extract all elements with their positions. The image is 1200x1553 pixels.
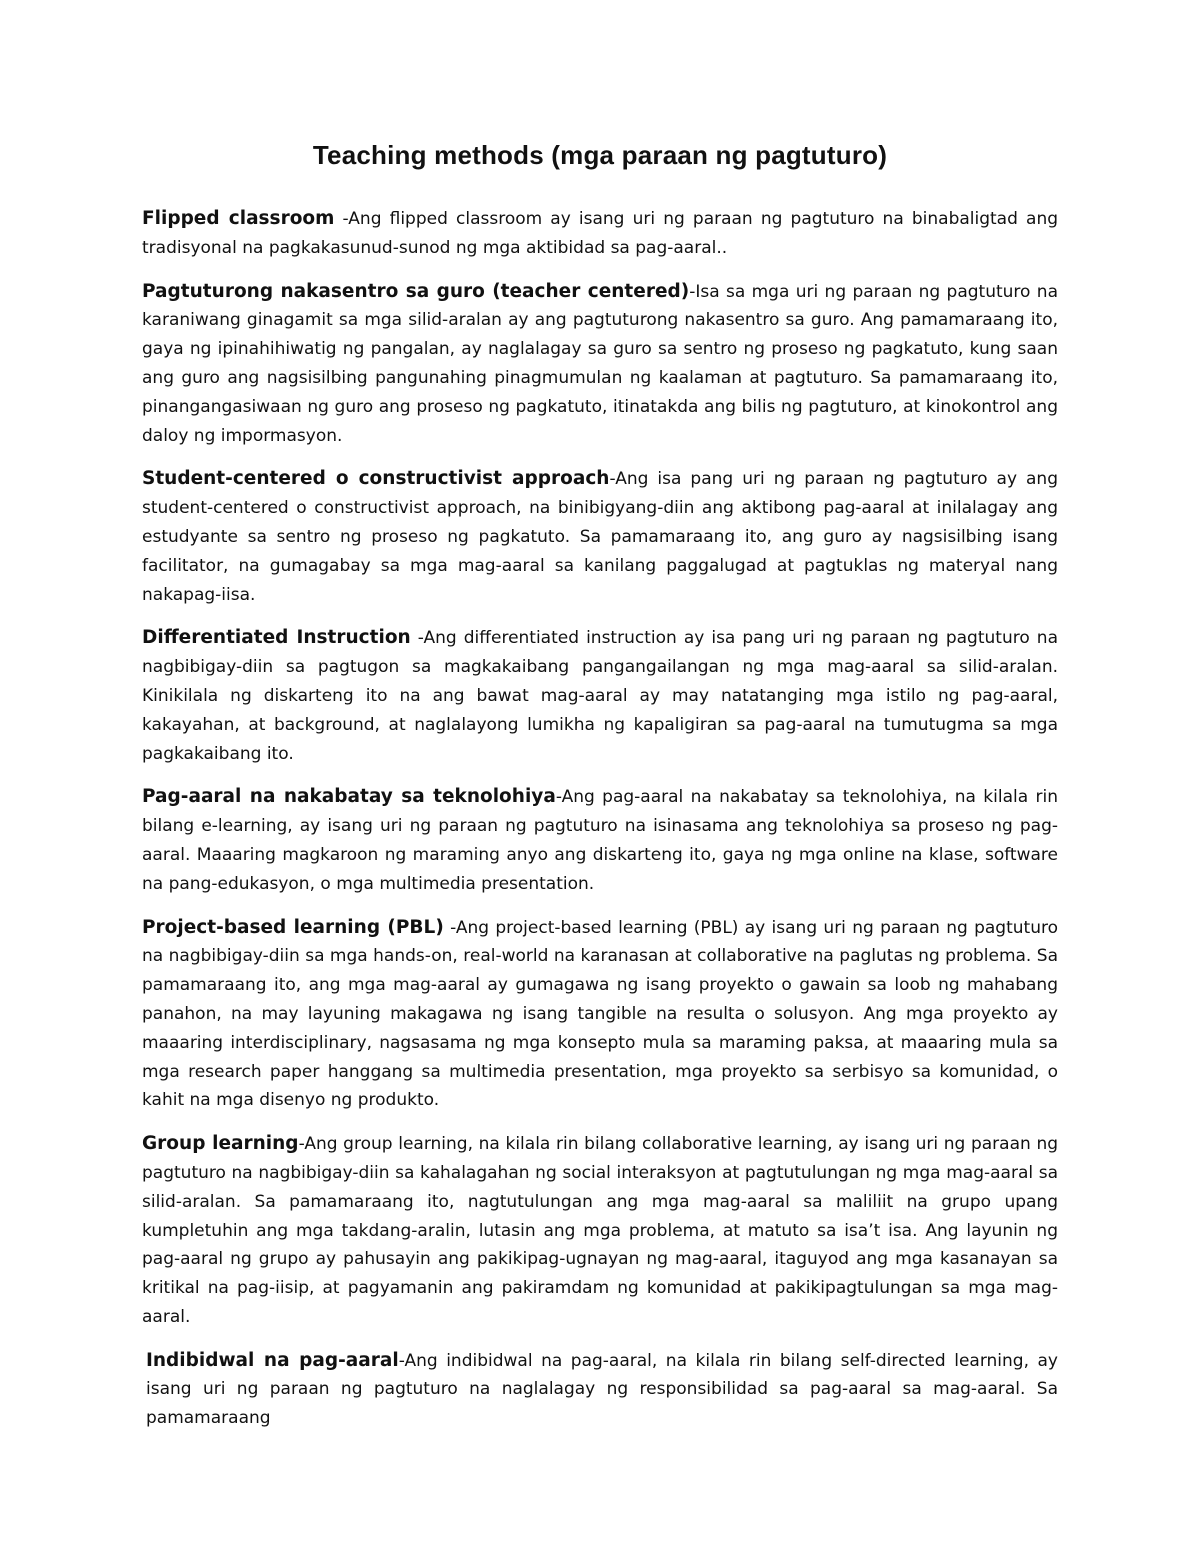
- section-term: Differentiated Instruction: [142, 627, 411, 649]
- section-text: -Isa sa mga uri ng paraan ng pagtuturo na karaniwang ginagamit sa mga silid-aralan ay ang pagtuturong nakasentro sa guro. Ang pamamaraang ito, gaya ng ipinahihiwatig ng pangalan, ay naglalagay sa guro sa sentro ng proseso ng pagkatuto, kung saan ang guro ang nagsisilbing pangunahing pinagmumulan ng kaalaman at pagtuturo. Sa pamamaraang ito, pinangangasiwaan ng guro ang proseso ng pagkatuto, itinatakda ang bilis ng pagtuturo, at kinokontrol ang daloy ng impormasyon.: [142, 281, 1058, 446]
- section-text: -Ang isa pang uri ng paraan ng pagtuturo ay ang student-centered o constructivist approach, na binibigyang-diin ang aktibong pag-aaral at inilalagay ang estudyante sa sentro ng proseso ng pagkatuto. Sa pamamaraang ito, ang guro ay nagsisilbing isang facilitator, na gumagabay sa mga mag-aaral sa kanilang paggalugad at pagtuklas ng materyal nang nakapag-iisa.: [142, 469, 1058, 605]
- section-term: Indibidwal na pag-aaral: [146, 1349, 399, 1371]
- section-technology-based: [142, 783, 1058, 898]
- section-differentiated-instruction: [142, 624, 1058, 768]
- section-text: -Ang indibidwal na pag-aaral, na kilala rin bilang self-directed learning, ay isang uri ng paraan ng pagtuturo na naglalagay ng responsibilidad sa pag-aaral sa mag-aaral. Sa pamamaraang: [146, 1350, 1058, 1429]
- section-term: Group learning: [142, 1133, 299, 1155]
- section-text: -Ang differentiated instruction ay isa pang uri ng paraan ng pagtuturo na nagbibigay-diin sa pagtugon sa magkakaibang pangangailangan ng mga mag-aaral sa silid-aralan. Kinikilala ng diskarteng ito na ang bawat mag-aaral ay may natatanging mga istilo ng pag-aaral, kakayahan, at background, at naglalayong lumikha ng kapaligiran sa pag-aaral na tumutugma sa mga pagkakaibang ito.: [142, 628, 1058, 764]
- section-term: Student-centered o constructivist approach: [142, 468, 610, 490]
- section-text: -Ang flipped classroom ay isang uri ng paraan ng pagtuturo na binabaligtad ang tradisyonal na pagkakasunud-sunod ng mga aktibidad sa pag-aaral..: [142, 209, 1059, 258]
- section-term: Pagtuturong nakasentro sa guro (teacher centered): [142, 280, 690, 302]
- section-term: Flipped classroom: [142, 208, 335, 229]
- section-individual-learning: [142, 1347, 1058, 1433]
- section-group-learning: [142, 1130, 1058, 1332]
- section-term: Project-based learning (PBL): [142, 916, 444, 938]
- section-text: -Ang pag-aaral na nakabatay sa teknolohiya, na kilala rin bilang e-learning, ay isang uri ng paraan ng pagtuturo na isinasama ang teknolohiya sa proseso ng pag-aaral. Maaaring magkaroon ng maraming anyo ang diskarteng ito, gaya ng mga online na klase, software na pang-edukasyon, o mga multimedia presentation.: [142, 787, 1058, 894]
- document-title: Teaching methods (mga paraan ng pagtuturo): [312, 140, 888, 170]
- section-teacher-centered: [142, 278, 1058, 451]
- section-text: -Ang project-based learning (PBL) ay isang uri ng paraan ng pagtuturo na nagbibigay-diin sa mga hands-on, real-world na karanasan at collaborative na paglutas ng problema. Sa pamamaraang ito, ang mga mag-aaral ay gumagawa ng isang proyekto o gawain sa loob ng mahabang panahon, na may layuning makagawa ng isang tangible na resulta o solusyon. Ang mga proyekto ay maaaring interdisciplinary, nagsasama ng mga konsepto mula sa maraming paksa, at maaaring mula sa mga research paper hanggang sa multimedia presentation, mga proyekto sa serbisyo sa komunidad, o kahit na mga disenyo ng produkto.: [142, 917, 1058, 1111]
- section-text: -Ang group learning, na kilala rin bilang collaborative learning, ay isang uri ng paraan ng pagtuturo na nagbibigay-diin sa kahalagahan ng social interaksyon at pagtutulungan ng mga mag-aaral sa silid-aralan. Sa pamamaraang ito, nagtutulungan ang mga mag-aaral sa maliliit na grupo upang kumpletuhin ang mga takdang-aralin, lutasin ang mga problema, at matuto sa isa’t isa. Ang layunin ng pag-aaral ng grupo ay pahusayin ang pakikipag-ugnayan ng mag-aaral, itaguyod ang mga kasanayan sa kritikal na pag-iisip, at pagyamanin ang pakiramdam ng komunidad at pakikipagtulungan sa mga mag-aaral.: [142, 1134, 1059, 1327]
- section-flipped-classroom: [142, 205, 1058, 263]
- section-student-centered: [142, 465, 1058, 609]
- section-project-based-learning: [142, 914, 1058, 1116]
- section-term: Pag-aaral na nakabatay sa teknolohiya: [142, 786, 556, 808]
